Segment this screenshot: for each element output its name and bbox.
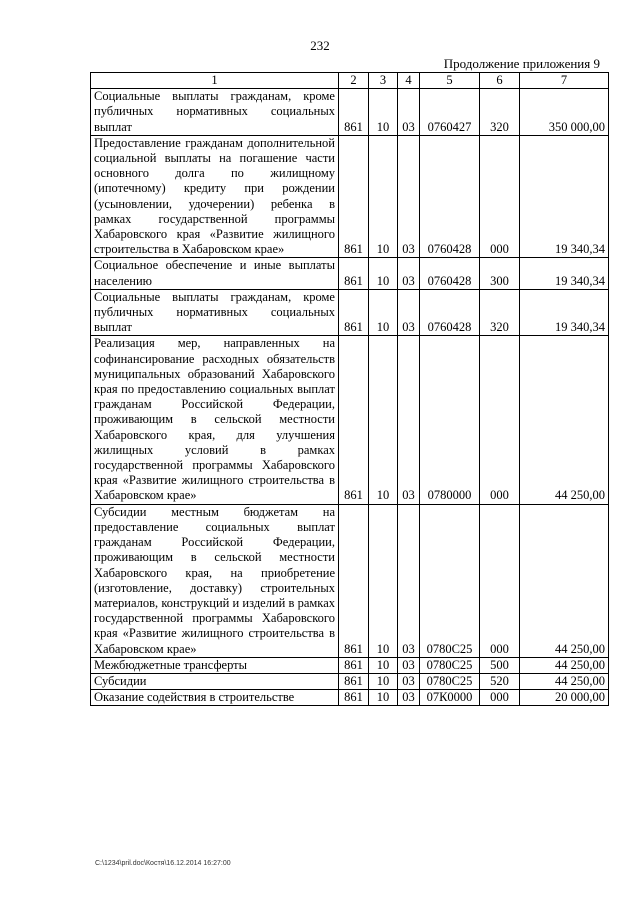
row-description: Социальные выплаты гражданам, кроме публичных нормативных социальных выплат (91, 289, 339, 336)
expense-type-code: 000 (480, 504, 520, 657)
column-header: 2 (339, 73, 369, 89)
ministry-code: 861 (339, 289, 369, 336)
column-header: 7 (520, 73, 609, 89)
subsection-code: 03 (398, 289, 420, 336)
expense-type-code: 320 (480, 89, 520, 136)
amount: 350 000,00 (520, 89, 609, 136)
expense-type-code: 000 (480, 336, 520, 504)
subsection-code: 03 (398, 336, 420, 504)
expense-type-code: 520 (480, 673, 520, 689)
column-header: 1 (91, 73, 339, 89)
table-row (91, 135, 609, 258)
row-description: Оказание содействия в строительстве (91, 690, 339, 706)
target-article-code: 0780000 (420, 336, 480, 504)
section-code: 10 (369, 673, 398, 689)
table-row (91, 336, 609, 504)
appendix-continuation-label: Продолжение приложения 9 (443, 56, 600, 71)
row-description: Социальные выплаты гражданам, кроме публичных нормативных социальных выплат (91, 89, 339, 136)
amount: 20 000,00 (520, 690, 609, 706)
ministry-code: 861 (339, 657, 369, 673)
row-description: Реализация мер, направленных на софинансирование расходных обязательств муниципальных образований Хабаровского края по предоставлению социальных выплат гражданам Российской Федерации, проживающим в сельской местности Хабаровского края, для улучшения жилищных условий в рамках государственной программы Хабаровского края «Развитие жилищного строительства в Хабаровском крае» (91, 336, 339, 504)
section-code: 10 (369, 504, 398, 657)
ministry-code: 861 (339, 673, 369, 689)
amount: 19 340,34 (520, 258, 609, 289)
table-row (91, 690, 609, 706)
table-row (91, 504, 609, 657)
subsection-code: 03 (398, 673, 420, 689)
row-description: Субсидии местным бюджетам на предоставление социальных выплат гражданам Российской Федерации, проживающим в сельской местности Хабаровского края, на приобретение (изготовление, доставку) строительных материалов, конструкций и изделий в рамках государственной программы Хабаровского края «Развитие жилищного строительства в Хабаровском крае» (91, 504, 339, 657)
subsection-code: 03 (398, 657, 420, 673)
section-code: 10 (369, 258, 398, 289)
amount: 19 340,34 (520, 289, 609, 336)
target-article-code: 0760427 (420, 89, 480, 136)
target-article-code: 07К0000 (420, 690, 480, 706)
column-header: 5 (420, 73, 480, 89)
column-header: 6 (480, 73, 520, 89)
section-code: 10 (369, 657, 398, 673)
budget-table (90, 72, 609, 706)
table-row (91, 657, 609, 673)
amount: 19 340,34 (520, 135, 609, 258)
amount: 44 250,00 (520, 504, 609, 657)
table-row (91, 673, 609, 689)
expense-type-code: 500 (480, 657, 520, 673)
file-path-footer: C:\1234\pril.doc\Костя\16.12.2014 16:27:00 (95, 860, 231, 867)
expense-type-code: 320 (480, 289, 520, 336)
expense-type-code: 300 (480, 258, 520, 289)
subsection-code: 03 (398, 258, 420, 289)
ministry-code: 861 (339, 89, 369, 136)
subsection-code: 03 (398, 135, 420, 258)
table-header-row (91, 73, 609, 89)
section-code: 10 (369, 289, 398, 336)
target-article-code: 0780С25 (420, 504, 480, 657)
row-description: Субсидии (91, 673, 339, 689)
table-row (91, 89, 609, 136)
ministry-code: 861 (339, 336, 369, 504)
target-article-code: 0760428 (420, 258, 480, 289)
subsection-code: 03 (398, 89, 420, 136)
table-row (91, 258, 609, 289)
table-row (91, 289, 609, 336)
amount: 44 250,00 (520, 673, 609, 689)
page-number: 232 (310, 38, 330, 53)
ministry-code: 861 (339, 258, 369, 289)
expense-type-code: 000 (480, 690, 520, 706)
amount: 44 250,00 (520, 657, 609, 673)
target-article-code: 0780С25 (420, 673, 480, 689)
ministry-code: 861 (339, 135, 369, 258)
ministry-code: 861 (339, 690, 369, 706)
expense-type-code: 000 (480, 135, 520, 258)
ministry-code: 861 (339, 504, 369, 657)
row-description: Предоставление гражданам дополнительной социальной выплаты на погашение части основного долга по жилищному (ипотечному) кредиту при рождении (усыновлении, удочерении) ребенка в рамках государственной программы Хабаровского края «Развитие жилищного строительства в Хабаровском крае» (91, 135, 339, 258)
target-article-code: 0760428 (420, 289, 480, 336)
target-article-code: 0760428 (420, 135, 480, 258)
section-code: 10 (369, 690, 398, 706)
subsection-code: 03 (398, 690, 420, 706)
amount: 44 250,00 (520, 336, 609, 504)
column-header: 3 (369, 73, 398, 89)
target-article-code: 0780С25 (420, 657, 480, 673)
subsection-code: 03 (398, 504, 420, 657)
row-description: Межбюджетные трансферты (91, 657, 339, 673)
section-code: 10 (369, 89, 398, 136)
column-header: 4 (398, 73, 420, 89)
section-code: 10 (369, 135, 398, 258)
section-code: 10 (369, 336, 398, 504)
row-description: Социальное обеспечение и иные выплаты населению (91, 258, 339, 289)
